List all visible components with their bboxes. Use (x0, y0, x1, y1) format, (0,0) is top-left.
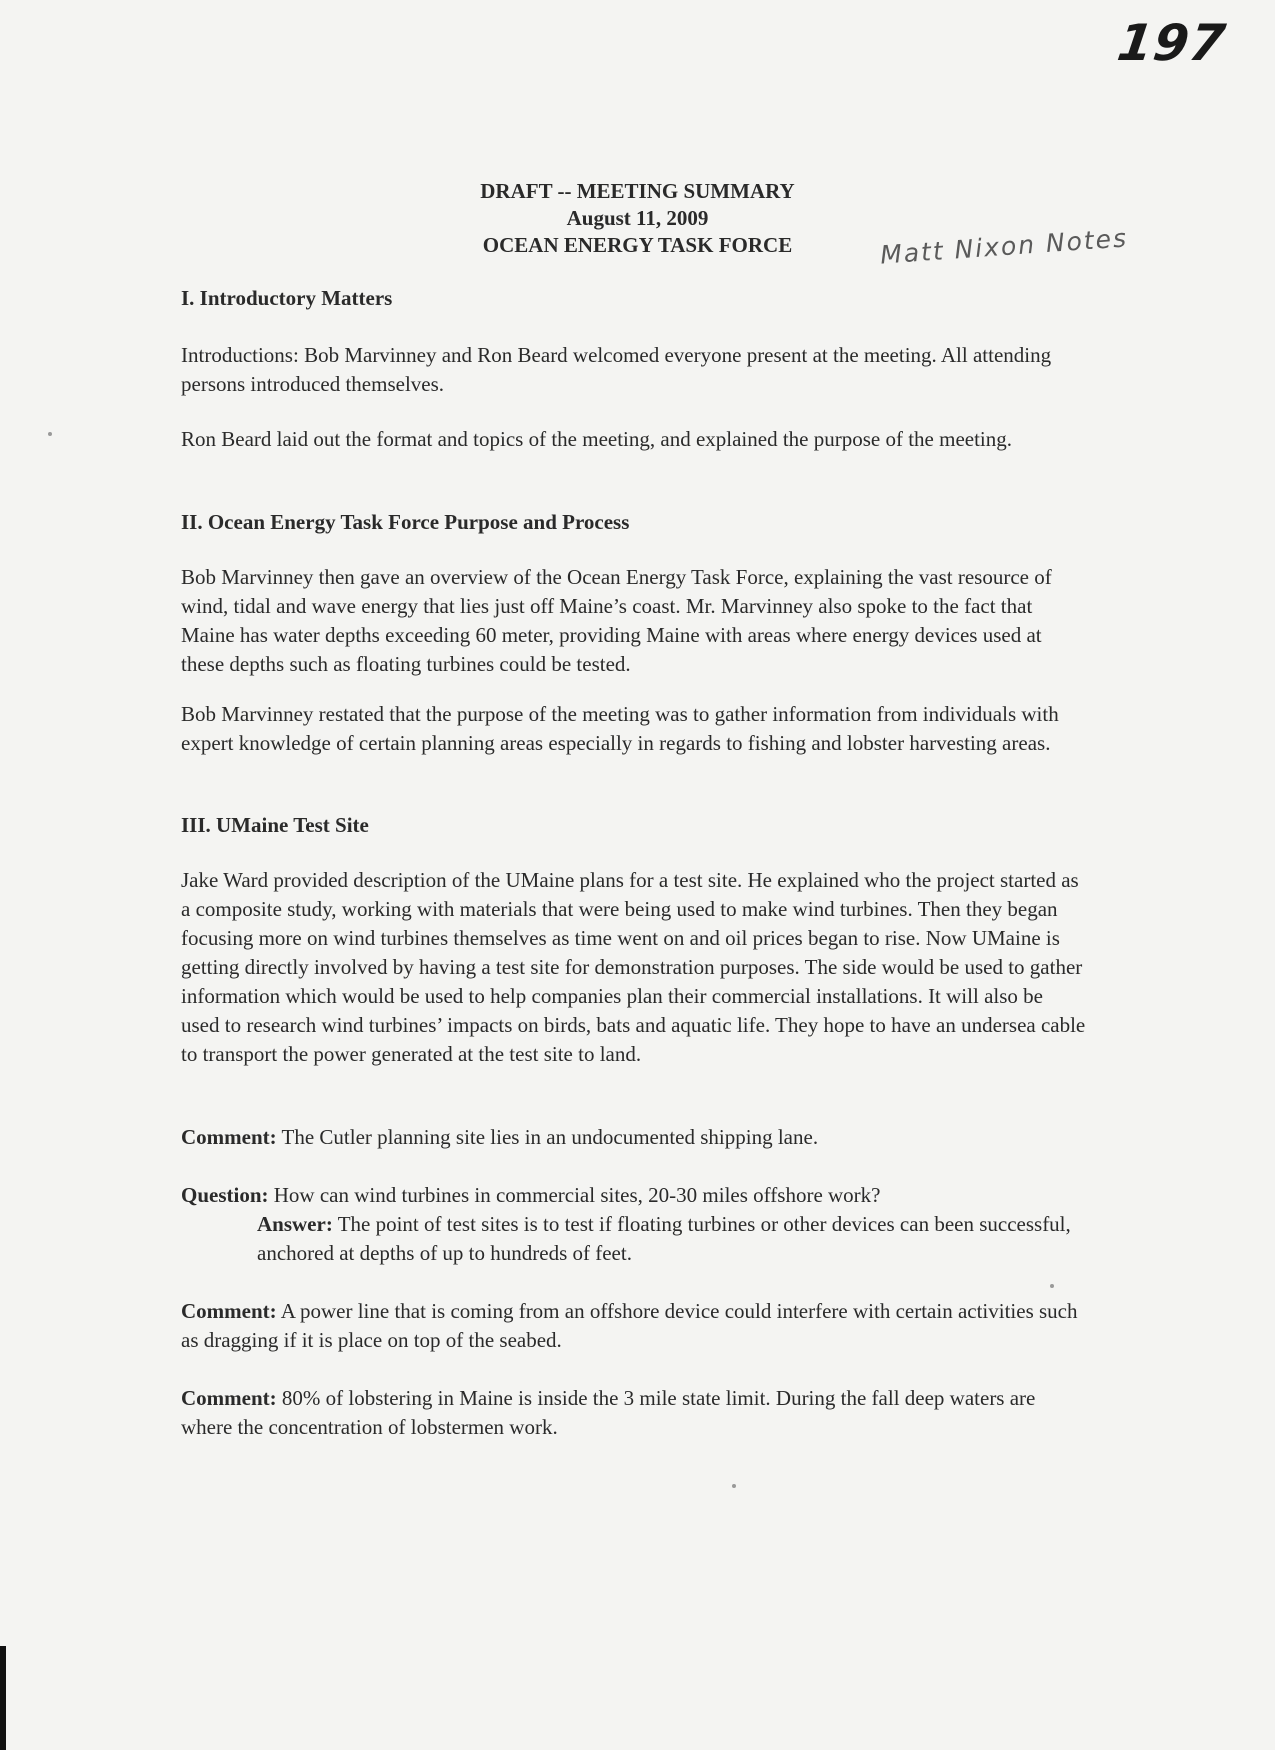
item-label: Comment: (181, 1125, 277, 1149)
scan-speck (48, 432, 52, 436)
section-heading: I. Introductory Matters (181, 286, 393, 310)
comment-item (181, 1297, 1086, 1355)
item-text: A power line that is coming from an offshore device could interfere with certain activities such as dragging if it is place on top of the seabed. (181, 1299, 1078, 1352)
scan-speck (732, 1484, 736, 1488)
section-heading: II. Ocean Energy Task Force Purpose and Process (181, 510, 630, 534)
question-item (181, 1181, 1086, 1210)
paragraph: Bob Marvinney restated that the purpose of the meeting was to gather information from individuals with expert knowledge of certain planning areas especially in regards to fishing and lobster harvesting areas. (181, 702, 1059, 755)
section-heading: III. UMaine Test Site (181, 813, 369, 837)
handwritten-note: Matt Nixon Notes (879, 223, 1129, 270)
scan-speck (1050, 1284, 1054, 1288)
comment-item (181, 1384, 1086, 1442)
paragraph: Bob Marvinney then gave an overview of the Ocean Energy Task Force, explaining the vast resource of wind, tidal and wave energy that lies just off Maine’s coast. Mr. Marvinney also spoke to the fact that Maine has water depths exceeding 60 meter, providing Maine with areas where energy devices used at these depths such as floating turbines could be tested. (181, 565, 1052, 676)
paragraph: Introductions: Bob Marvinney and Ron Beard welcomed everyone present at the meeting. All attending persons introduced themselves. (181, 343, 1052, 396)
paragraph: Jake Ward provided description of the UMaine plans for a test site. He explained who the project started as a composite study, working with materials that were being used to make wind turbines. Then they began focusing more on wind turbines themselves as time went on and oil prices began to rise. Now UMaine is getting directly involved by having a test site for demonstration purposes. The side would be used to gather information which would be used to help companies plan their commercial installations. It will also be used to research wind turbines’ impacts on birds, bats and aquatic life. They hope to have an undersea cable to transport the power generated at the test site to land. (181, 868, 1086, 1066)
item-label: Question: (181, 1183, 269, 1207)
comment-item (181, 1123, 1086, 1152)
item-label: Comment: (181, 1386, 277, 1410)
meeting-date: August 11, 2009 (566, 206, 709, 230)
item-text: The Cutler planning site lies in an undocumented shipping lane. (281, 1125, 819, 1149)
document-title: DRAFT -- MEETING SUMMARY (480, 179, 795, 203)
item-label: Answer: (257, 1212, 333, 1236)
answer-item (257, 1210, 1087, 1268)
organization-name: OCEAN ENERGY TASK FORCE (482, 233, 793, 257)
page-number: 197 (1113, 14, 1230, 72)
item-text: How can wind turbines in commercial sites, 20-30 miles offshore work? (273, 1183, 881, 1207)
item-text: 80% of lobstering in Maine is inside the 3 mile state limit. During the fall deep waters are where the concentration of lobstermen work. (181, 1386, 1036, 1439)
scan-edge-mark (0, 1646, 6, 1750)
item-label: Comment: (181, 1299, 277, 1323)
paragraph: Ron Beard laid out the format and topics of the meeting, and explained the purpose of the meeting. (181, 427, 1013, 451)
item-text: The point of test sites is to test if floating turbines or other devices can been successful, anchored at depths of up to hundreds of feet. (257, 1212, 1071, 1265)
